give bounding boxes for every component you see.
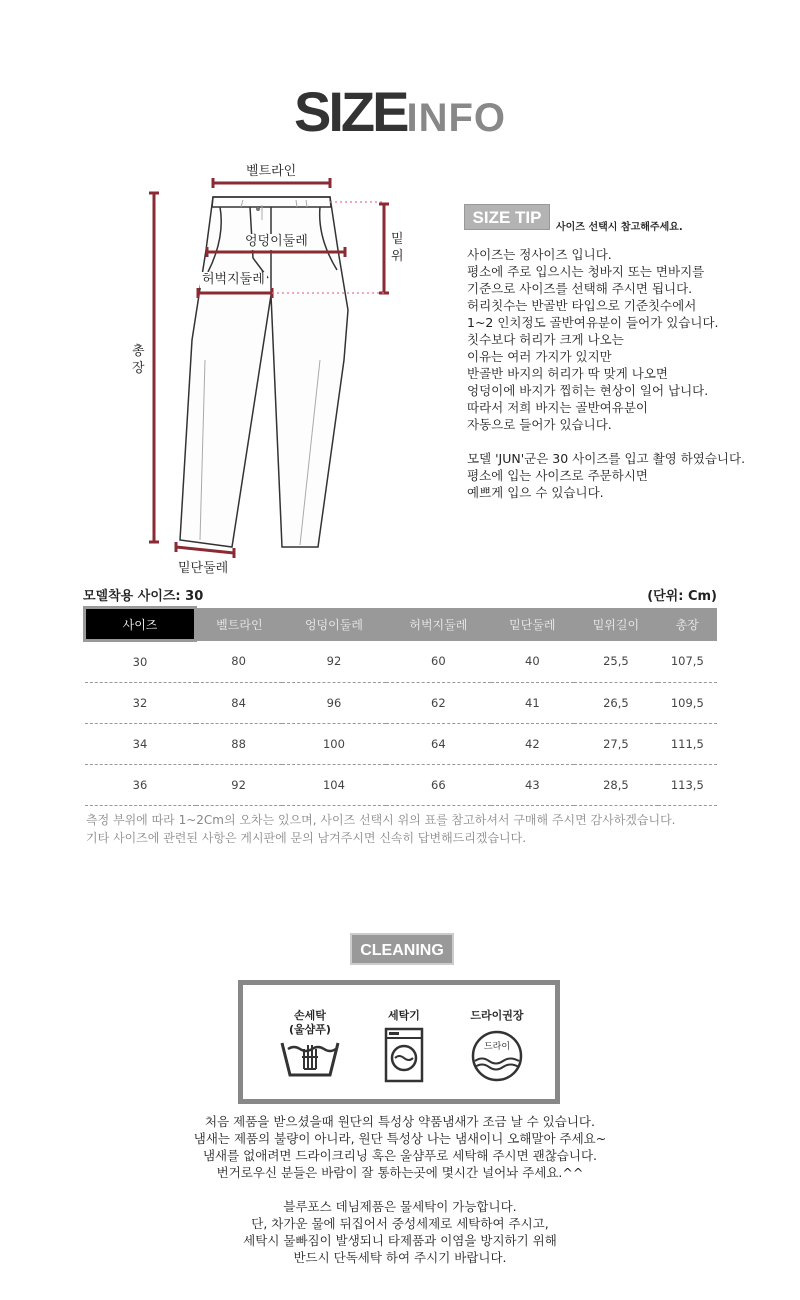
table-cell: 27,5 [574, 724, 658, 765]
total-length-label: 총장 [130, 343, 148, 377]
care-label-main: 손세탁 [294, 1009, 326, 1022]
care-washing-machine [354, 985, 454, 1083]
table-cell: 96 [282, 683, 386, 724]
hip-label: 엉덩이둘레 [245, 234, 308, 249]
clean-line: 처음 제품을 받으셨을때 원단의 특성상 약품냄새가 조금 날 수 있습니다. [205, 1114, 595, 1129]
tip-line: 평소에 입는 사이즈로 주문하시면 [467, 468, 648, 483]
care-label [260, 1009, 360, 1037]
unit-label: (단위: Cm) [647, 589, 717, 604]
clean-line: 단, 차가운 물에 뒤집어서 중성세제로 세탁하여 주시고, [251, 1216, 549, 1231]
table-cell: 84 [196, 683, 282, 724]
title-sub: INFO [406, 96, 506, 140]
table-cell: 109,5 [658, 683, 717, 724]
tip-line: 허리칫수는 반골반 타입으로 기준칫수에서 [467, 298, 697, 313]
tip-line: 사이즈는 정사이즈 입니다. [467, 247, 612, 262]
table-cell: 111,5 [658, 724, 717, 765]
table-cell: 32 [85, 683, 196, 724]
size-table [83, 606, 717, 806]
header-beltline: 벨트라인 [196, 608, 282, 641]
clean-line: 냄새는 제품의 불량이 아니라, 원단 특성상 나는 냄새이니 오해말아 주세요~ [193, 1131, 607, 1146]
table-cell: 43 [491, 765, 575, 806]
table-cell: 36 [85, 765, 196, 806]
tip-line: 예쁘게 입으 수 있습니다. [467, 485, 604, 500]
table-cell: 92 [282, 641, 386, 683]
model-size-note: 모델착용 사이즈: 30 [83, 589, 204, 604]
tip-line: 칫수보다 허리가 크게 나오는 [467, 332, 624, 347]
dry-clean-text: 드라이 [483, 1042, 511, 1052]
care-label-main: 세탁기 [388, 1009, 420, 1022]
table-cell: 64 [386, 724, 490, 765]
table-row [85, 641, 718, 683]
table-cell: 62 [386, 683, 490, 724]
table-header-row [85, 608, 718, 641]
note-line: 기타 사이즈에 관련된 사항은 게시판에 문의 남겨주시면 신속히 답변해드리겠습니다. [86, 831, 527, 845]
care-label-main: 드라이권장 [470, 1009, 524, 1022]
table-cell: 26,5 [574, 683, 658, 724]
table-cell: 25,5 [574, 641, 658, 683]
tip-line: 모델 'JUN'군은 30 사이즈를 입고 촬영 하였습니다. [467, 451, 746, 466]
table-cell: 88 [196, 724, 282, 765]
tip-line: 이유는 여러 가지가 있지만 [467, 349, 612, 364]
thigh-label: 허벅지둘레 [202, 272, 265, 287]
header-total: 총장 [658, 608, 717, 641]
tip-line: 평소에 주로 입으시는 청바지 또는 면바지를 [467, 264, 705, 279]
beltline-label: 벨트라인 [246, 164, 297, 179]
header-rise: 밑위길이 [574, 608, 658, 641]
header-size: 사이즈 [85, 608, 196, 641]
cleaning-icons-box [238, 980, 560, 1104]
cleaning-instructions [0, 1113, 800, 1266]
clean-line: 번거로우신 분들은 바람이 잘 통하는곳에 몇시간 널어놔 주세요.^^ [216, 1165, 584, 1180]
table-cell: 30 [85, 641, 196, 683]
size-tip-hint: 사이즈 선택시 참고해주세요. [556, 222, 683, 233]
header-hip: 엉덩이둘레 [282, 608, 386, 641]
care-hand-wash [260, 985, 360, 1079]
tip-line: 자동으로 들어가 있습니다. [467, 417, 612, 432]
table-cell: 113,5 [658, 765, 717, 806]
title-main: SIZE [293, 80, 407, 143]
table-cell: 42 [491, 724, 575, 765]
care-dry-clean [447, 985, 547, 1083]
table-cell: 40 [491, 641, 575, 683]
hand-wash-icon [278, 1035, 342, 1079]
table-cell: 80 [196, 641, 282, 683]
table-cell: 66 [386, 765, 490, 806]
header-hem: 밑단둘레 [491, 608, 575, 641]
table-row [85, 724, 718, 765]
dry-clean-icon [470, 1029, 524, 1083]
note-line: 측정 부위에 따라 1~2Cm의 오차는 있으며, 사이즈 선택시 위의 표를 참고하셔서 구매해 주시면 감사하겠습니다. [86, 813, 676, 827]
tip-line: 기준으로 사이즈를 선택해 주시면 됩니다. [467, 281, 693, 296]
clean-line: 냄새를 없애려면 드라이크리닝 혹은 울샴푸로 세탁해 주시면 괜찮습니다. [202, 1148, 598, 1163]
table-row [85, 683, 718, 724]
cleaning-badge: CLEANING [350, 933, 454, 965]
table-cell: 104 [282, 765, 386, 806]
rise-label: 밑위 [389, 231, 407, 265]
table-cell: 92 [196, 765, 282, 806]
care-label-sub: (울샴푸) [289, 1023, 331, 1036]
table-cell: 28,5 [574, 765, 658, 806]
pants-illustration [0, 160, 440, 580]
tip-line: 1~2 인치정도 골반여유분이 들어가 있습니다. [467, 315, 719, 330]
size-tip-body [467, 246, 787, 501]
tip-line: 반골반 바지의 허리가 딱 맞게 나오면 [467, 366, 668, 381]
clean-line: 블루포스 데님제품은 물세탁이 가능합니다. [283, 1199, 517, 1214]
size-notes [86, 811, 675, 847]
pants-measurement-diagram [0, 160, 440, 580]
size-tip-badge: SIZE TIP [464, 204, 550, 230]
tip-line: 엉덩이에 바지가 찝히는 현상이 일어 납니다. [467, 383, 709, 398]
table-cell: 34 [85, 724, 196, 765]
washing-machine-icon [384, 1027, 424, 1083]
clean-line: 반드시 단독세탁 하여 주시기 바랍니다. [293, 1250, 507, 1265]
clean-line: 세탁시 물빠짐이 발생되니 타제품과 이염을 방지하기 위해 [243, 1233, 557, 1248]
hem-label: 밑단둘레 [178, 561, 229, 576]
table-cell: 60 [386, 641, 490, 683]
table-cell: 107,5 [658, 641, 717, 683]
header-thigh: 허벅지둘레 [386, 608, 490, 641]
tip-line: 따라서 저희 바지는 골반여유분이 [467, 400, 648, 415]
table-cell: 100 [282, 724, 386, 765]
page-title [0, 82, 800, 156]
table-row [85, 765, 718, 806]
table-cell: 41 [491, 683, 575, 724]
